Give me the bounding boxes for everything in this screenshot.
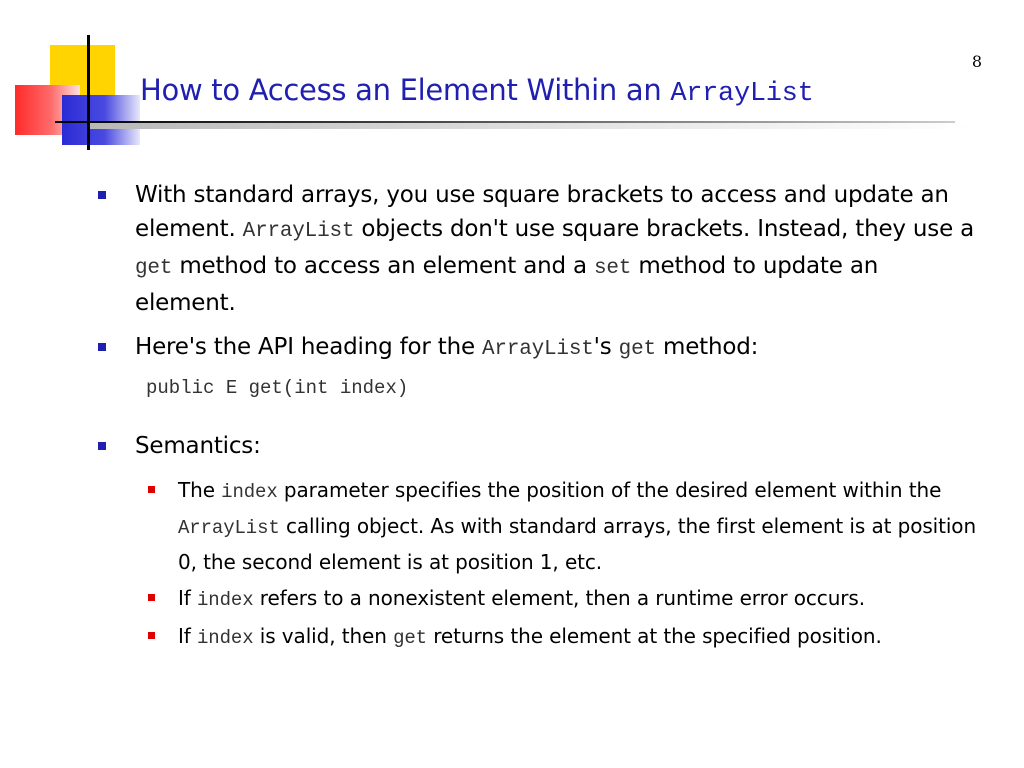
sub-bullet-runtime-error — [142, 581, 978, 617]
bullet-text: Semantics: — [135, 433, 261, 459]
code-api-heading: public E get(int index) — [146, 377, 409, 399]
inline-code: get — [135, 257, 173, 280]
bullet-text: Here's the API heading for the — [135, 334, 483, 360]
sub-bullet-valid-index — [142, 619, 978, 655]
bullet-text: returns the element at the specified position. — [426, 624, 882, 648]
inline-code: index — [221, 481, 278, 503]
logo-blue-square — [62, 95, 140, 145]
sub-bullet-marker — [148, 594, 155, 601]
inline-code: ArrayList — [482, 338, 594, 361]
bullet-text: With standard arrays, you use square brackets to access and update an element. — [135, 182, 949, 242]
bullet-standard-arrays — [98, 178, 978, 320]
bullet-marker — [98, 442, 106, 450]
slide-body — [98, 178, 978, 657]
bullet-text: method to update an element. — [135, 253, 879, 316]
bullet-text: method: — [655, 334, 759, 360]
bullet-text: method to access an element and a — [172, 253, 594, 279]
bullet-text: If — [178, 586, 197, 610]
bullet-text: parameter specifies the position of the desired element within the — [277, 478, 942, 502]
bullet-text: is valid, then — [253, 624, 394, 648]
bullet-text: objects don't use square brackets. Instead, they use a — [354, 216, 975, 242]
bullet-marker — [98, 191, 106, 199]
title-underline-shadow — [90, 123, 970, 129]
sub-bullet-index-parameter — [142, 473, 978, 579]
sub-bullet-marker — [148, 486, 155, 493]
inline-code: get — [393, 627, 427, 649]
bullet-text: calling object. As with standard arrays, the first element is at position 0, the second element is at position 1, etc. — [178, 514, 977, 574]
bullet-text: The — [178, 478, 222, 502]
bullet-semantics — [98, 429, 978, 463]
slide-number: 8 — [971, 52, 982, 71]
bullet-text: If — [178, 624, 197, 648]
sub-bullet-marker — [148, 632, 155, 639]
bullet-text: refers to a nonexistent element, then a runtime error occurs. — [253, 586, 865, 610]
logo-vertical-line — [87, 35, 90, 150]
slide-title-code: ArrayList — [670, 79, 814, 109]
inline-code: index — [197, 589, 254, 611]
bullet-marker — [98, 343, 106, 351]
inline-code: ArrayList — [242, 220, 355, 243]
inline-code: ArrayList — [178, 517, 280, 539]
slide-title — [140, 73, 813, 109]
slide-title-text: How to Access an Element Within an — [140, 73, 671, 107]
inline-code: set — [594, 257, 632, 280]
bullet-api-heading — [98, 330, 978, 367]
bullet-text: 's — [593, 334, 619, 360]
inline-code: index — [197, 627, 254, 649]
inline-code: get — [618, 338, 656, 361]
